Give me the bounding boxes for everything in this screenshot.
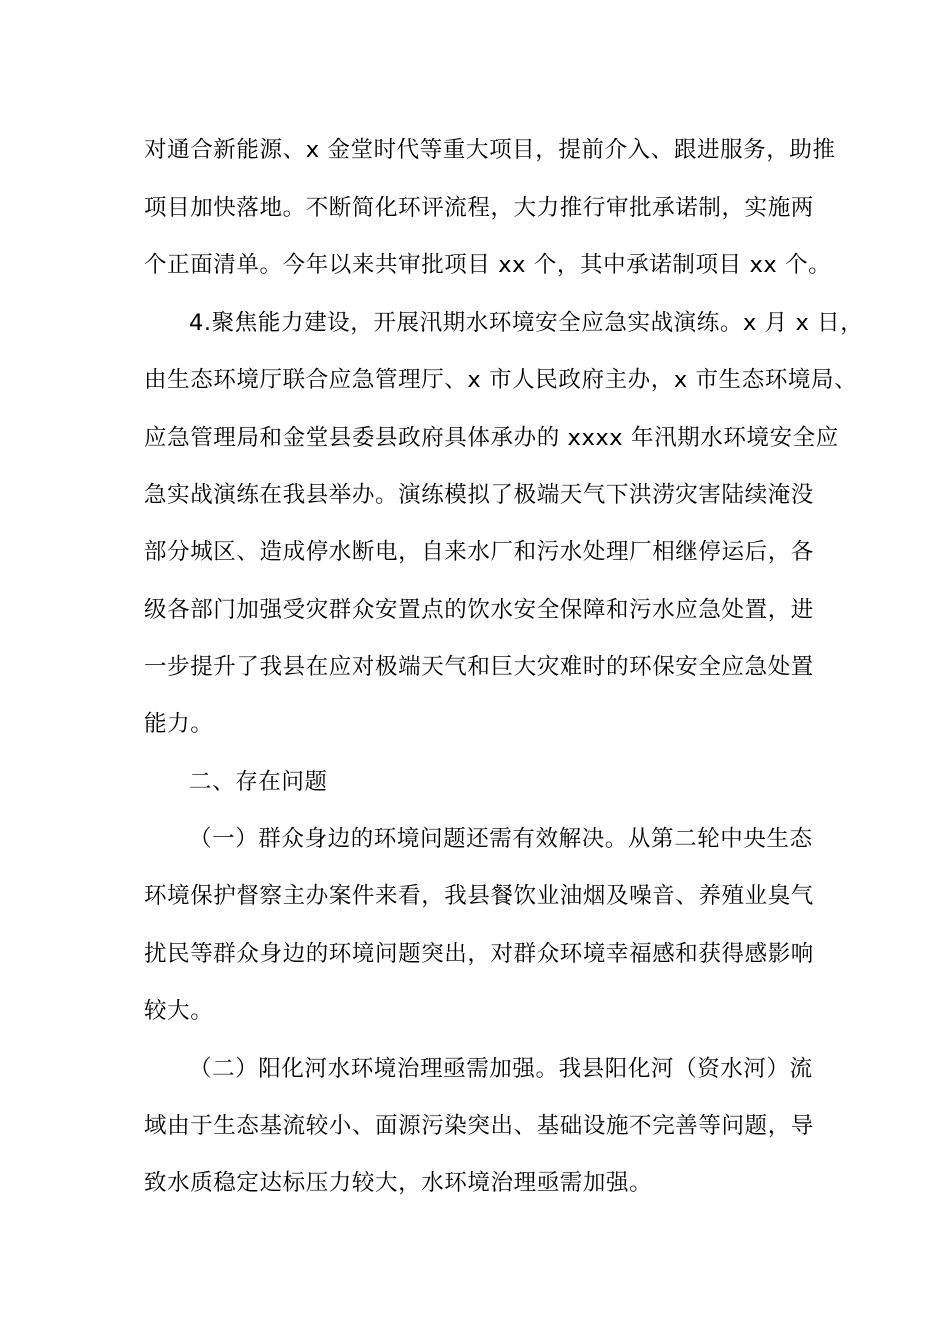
text-line: 能力。 — [144, 711, 214, 737]
text-line: 4.聚焦能力建设，开展汛期水环境安全应急实战演练。x 月 x 日， — [189, 310, 864, 336]
text-line: 部分城区、造成停水断电，自来水厂和污水处理厂相继停运后，各 — [144, 539, 814, 565]
text-line: （一）群众身边的环境问题还需有效解决。从第二轮中央生态 — [189, 826, 813, 852]
text-line: 较大。 — [144, 998, 214, 1024]
text-line: 级各部门加强受灾群众安置点的饮水安全保障和污水应急处置，进 — [144, 597, 814, 623]
text-line: （二）阳化河水环境治理亟需加强。我县阳化河（资水河）流 — [189, 1056, 813, 1082]
text-line: 由生态环境厅联合应急管理厅、x 市人民政府主办，x 市生态环境局、 — [144, 367, 858, 393]
text-line: 急实战演练在我县举办。演练模拟了极端天气下洪涝灾害陆续淹没 — [144, 482, 814, 508]
text-line: 应急管理局和金堂县委县政府具体承办的 xxxx 年汛期水环境安全应 — [144, 425, 839, 451]
text-line: 一步提升了我县在应对极端天气和巨大灾难时的环保安全应急处置 — [144, 654, 814, 680]
text-line: 域由于生态基流较小、面源污染突出、基础设施不完善等问题，导 — [144, 1113, 814, 1139]
section-heading: 二、存在问题 — [189, 769, 328, 795]
text-line: 个正面清单。今年以来共审批项目 xx 个，其中承诺制项目 xx 个。 — [144, 252, 832, 278]
text-line: 项目加快落地。不断简化环评流程，大力推行审批承诺制，实施两 — [144, 195, 814, 221]
text-line: 扰民等群众身边的环境问题突出，对群众环境幸福感和获得感影响 — [144, 941, 814, 967]
text-line: 对通合新能源、x 金堂时代等重大项目，提前介入、跟进服务，助推 — [144, 137, 836, 163]
text-line: 环境保护督察主办案件来看，我县餐饮业油烟及噪音、养殖业臭气 — [144, 883, 814, 909]
text-line: 致水质稳定达标压力较大，水环境治理亟需加强。 — [144, 1170, 653, 1196]
